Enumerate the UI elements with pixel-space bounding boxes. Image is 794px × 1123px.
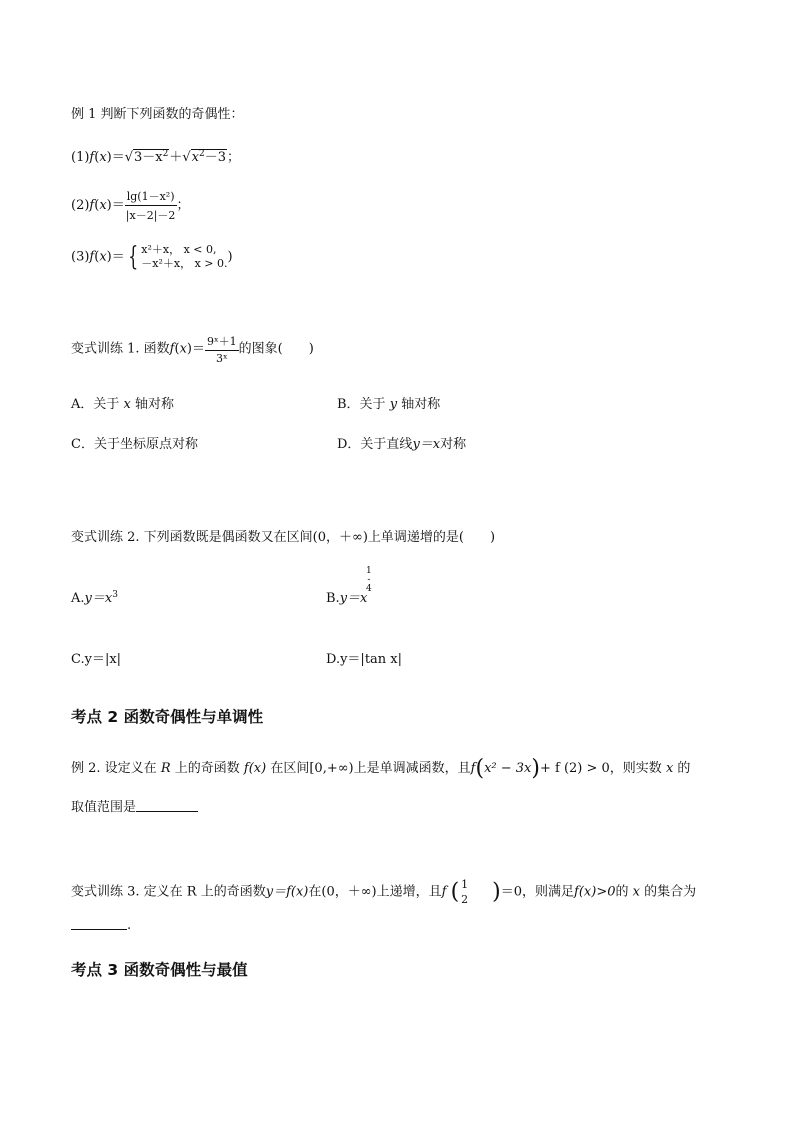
variant-1-option-c[interactable]: C．关于坐标原点对称	[71, 437, 198, 452]
example-2-line-2: 取值范围是	[71, 796, 198, 815]
left-brace: {	[128, 242, 138, 272]
variant-2-option-a[interactable]: $A.y=x^3$	[71, 590, 118, 606]
variant-1-stem: 变式训练 1. 函数f(x)＝ $\frac{\text{9ˣ＋1}}{\text{3ˣ}}$ 的图象( )	[71, 335, 314, 365]
variant-2-option-c[interactable]: C.y＝|x|	[71, 652, 122, 667]
fraction: 1 2	[461, 878, 469, 906]
fraction: $\frac{\text{9ˣ＋1}}{\text{3ˣ}}$	[206, 335, 237, 365]
part-label: (1)	[71, 150, 90, 165]
variant-2-option-b[interactable]: B.y＝x 1 - 4	[326, 566, 372, 606]
example-1-part-3: (3)f(x)＝ { x²＋x， x < 0, －x²＋x， x > 0. )	[71, 242, 233, 272]
answer-blank[interactable]	[71, 917, 127, 930]
radical-1: $3-x^2$	[134, 149, 169, 165]
variant-3-line-2: .	[71, 917, 131, 933]
variant-1-option-b[interactable]: B．关于 y 轴对称	[337, 397, 441, 412]
answer-blank[interactable]	[136, 799, 198, 812]
variant-3-line-1: 变式训练 3. 定义在 R 上的奇函数y＝f(x)在(0，＋∞)上递增，且f ( 1 2 )＝0，则满足f(x)>0的 x 的集合为	[71, 878, 697, 906]
example-2-line-1: 例 2. 设定义在 R 上的奇函数 f(x) 在区间[0,+∞)上是单调减函数，且f(x² − 3x)+ f (2) > 0，则实数 x 的	[71, 756, 691, 781]
section-heading-2: 考点 2 函数奇偶性与单调性	[71, 708, 264, 726]
radical-2: $x^2-3$	[191, 149, 227, 165]
example-1-part-2: (2)f(x)＝ $\frac{\text{lg(1－x²)}}{|x-2|-2}$ ；	[71, 190, 190, 222]
example-1-part-1: $(1)f(x)=√3-x^2+√x^2-3$；	[71, 149, 241, 165]
variant-2-option-d[interactable]: D.y＝|tan x|	[326, 652, 403, 667]
piecewise-cases: x²＋x， x < 0, －x²＋x， x > 0.	[141, 243, 228, 270]
fraction: $\frac{\text{lg(1－x²)}}{|x-2|-2}$	[125, 190, 176, 222]
section-heading-3: 考点 3 函数奇偶性与最值	[71, 961, 248, 979]
variant-1-option-d[interactable]: D．关于直线y＝x对称	[337, 437, 467, 452]
fx-text: f	[89, 150, 95, 165]
example-1-title: 例 1 判断下列函数的奇偶性：	[71, 107, 244, 122]
exponent-fraction: 1 - 4	[366, 566, 372, 594]
variant-1-option-a[interactable]: A．关于 x 轴对称	[71, 397, 175, 412]
variant-2-stem: 变式训练 2. 下列函数既是偶函数又在区间(0，＋∞)上单调递增的是( )	[71, 530, 496, 545]
